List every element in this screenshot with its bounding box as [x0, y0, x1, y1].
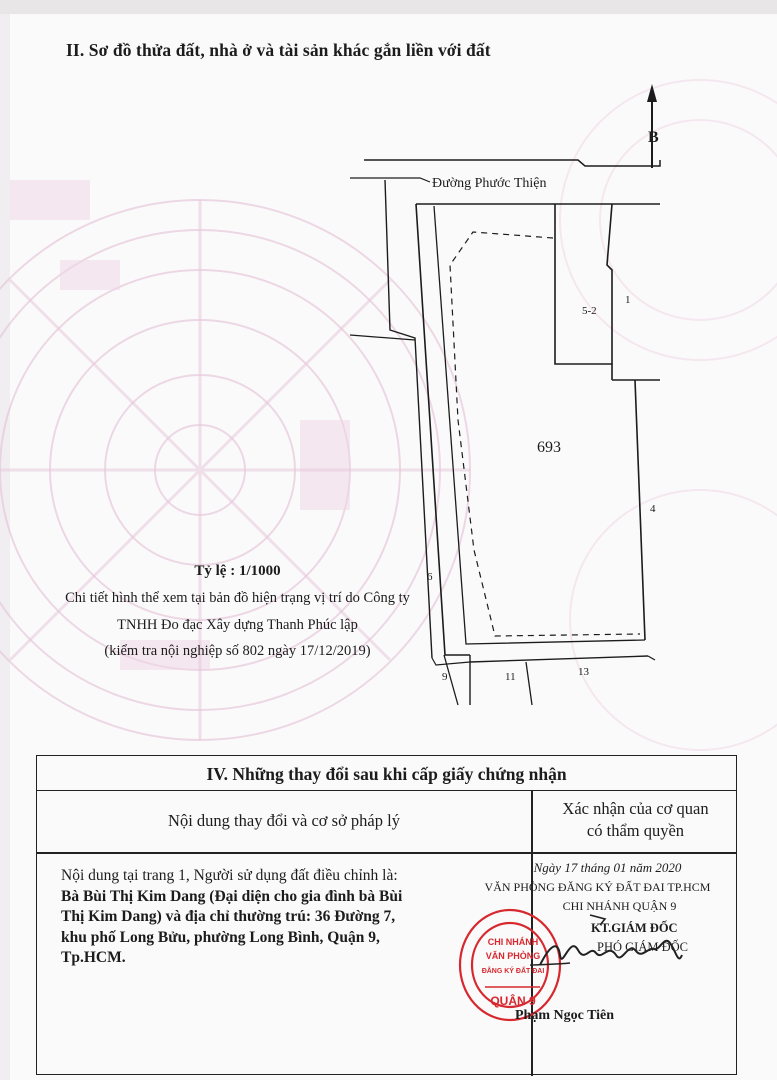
confirm-header-line-1: Xác nhận của cơ quan [562, 799, 709, 818]
north-letter: B [648, 129, 659, 146]
entry-line-1: Nội dung tại trang 1, Người sử dụng đất điều chỉnh là: [61, 867, 398, 884]
parcel-number: 693 [537, 439, 561, 456]
office-name: VĂN PHÒNG ĐĂNG KÝ ĐẤT ĐAI TP.HCM [484, 880, 711, 894]
neighbor-11-label: 11 [505, 671, 516, 683]
kt-director-line: KT.GIÁM ĐỐC [591, 921, 678, 935]
column-header-confirmation [533, 798, 738, 842]
change-entry [61, 866, 481, 969]
detail-line-2: TNHH Đo đạc Xây dựng Thanh Phúc lập [117, 617, 358, 633]
entry-line-4: khu phố Long Bửu, phường Long Bình, Quận 9, [61, 928, 380, 946]
entry-line-3: Thị Kim Dang) và địa chỉ thường trú: 36 Đường 7, [61, 908, 396, 925]
signer-name: Phạm Ngọc Tiên [515, 1008, 615, 1023]
scale-line [0, 563, 475, 580]
table-title: IV. Những thay đổi sau khi cấp giấy chứng nhận [37, 756, 736, 791]
confirmation-date: Ngày 17 tháng 01 năm 2020 [533, 860, 682, 875]
neighbor-4-label: 4 [650, 503, 656, 515]
stamp-text-mid1: VĂN PHÒNG [485, 951, 541, 961]
neighbor-5-2-label: 5-2 [582, 305, 597, 317]
neighbor-13-label: 13 [578, 666, 589, 678]
signature [530, 905, 710, 985]
stamp-text-bottom: QUẬN 9 [490, 994, 536, 1008]
detail-line-1: Chi tiết hình thể xem tại bản đồ hiện trạng vị trí do Công ty [65, 590, 410, 606]
column-header-content: Nội dung thay đổi và cơ sở pháp lý [168, 811, 400, 830]
neighbor-1-label: 1 [625, 294, 631, 306]
neighbor-6-label: 6 [427, 571, 433, 583]
detail-line-3: (kiểm tra nội nghiệp số 802 ngày 17/12/2019) [104, 643, 371, 659]
entry-line-5: Tp.HCM. [61, 949, 126, 966]
confirm-header-line-2: có thẩm quyền [586, 821, 685, 840]
page-title: II. Sơ đồ thửa đất, nhà ở và tài sản khác gắn liền với đất [66, 40, 491, 60]
north-arrow-icon [647, 84, 659, 168]
stamp-text-top: CHI NHÁNH [487, 937, 539, 947]
header-divider [37, 852, 736, 854]
stamp-text-mid2: ĐĂNG KÝ ĐẤT ĐAI [481, 968, 545, 975]
entry-line-2: Bà Bùi Thị Kim Dang (Đại diện cho gia đình bà Bùi [61, 887, 403, 905]
street-name: Đường Phước Thiện [432, 176, 547, 191]
neighbor-9-label: 9 [442, 671, 448, 683]
branch-name: CHI NHÁNH QUẬN 9 [562, 899, 677, 913]
scale-label: Tỷ lệ : 1/1000 [194, 563, 281, 579]
deputy-director-line: PHÓ GIÁM ĐỐC [597, 940, 688, 954]
